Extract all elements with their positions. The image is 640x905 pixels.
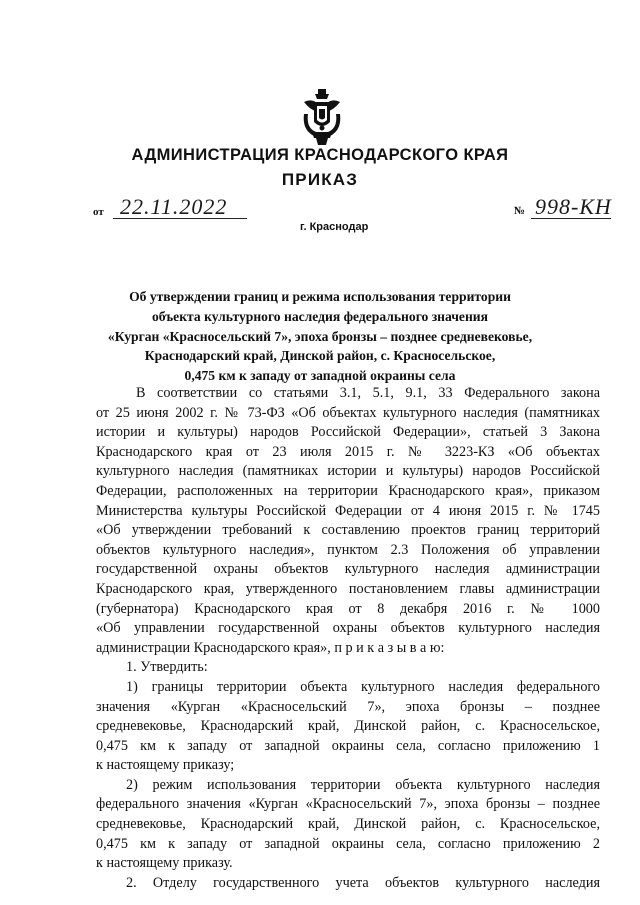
body-line: 1) границы территории объекта культурного наследия федерального [126, 678, 600, 695]
document-body [96, 384, 600, 893]
body-line: (губернатора) Краснодарского края от 8 декабря 2016 г. № 1000 [96, 600, 600, 617]
body-line: Федерации, расположенных на территории Краснодарского края», приказом [96, 482, 600, 499]
title-line: Об утверждении границ и режима использования территории [129, 289, 511, 304]
document-city: г. Краснодар [300, 221, 369, 233]
body-line: В соответствии со статьями 3.1, 5.1, 9.1, 33 Федерального закона [136, 385, 600, 401]
title-line: объекта культурного наследия федерального значения [152, 308, 488, 324]
body-line: «Об утверждении требований к составлению проектов границ территорий [96, 522, 600, 539]
title-line: «Курган «Красносельский 7», эпоха бронзы – позднее средневековье, [107, 328, 533, 344]
number-prefix: № [514, 205, 526, 217]
document-type: ПРИКАЗ [281, 170, 359, 189]
body-line: 2) режим использования территории объекта культурного наследия [126, 776, 600, 793]
body-line: средневековье, Краснодарский край, Динской район, с. Красносельское, [96, 816, 600, 833]
body-line: культурного наследия (памятниках истории и культуры) народов Российской [96, 463, 600, 480]
body-line: средневековье, Краснодарский край, Динской район, с. Красносельское, [96, 718, 600, 735]
body-line: от 25 июня 2002 г. № 73-ФЗ «Об объектах культурного наследия (памятниках [96, 404, 600, 421]
body-line: Министерства культуры Российской Федерации от 4 июня 2015 г. № 1745 [96, 502, 600, 519]
document-number: 998-КН [535, 194, 612, 219]
coat-of-arms-emblem-icon [300, 88, 344, 146]
title-line: Краснодарский край, Динской район, с. Красносельское, [144, 348, 496, 364]
body-line: к настоящему приказу. [96, 855, 233, 872]
body-line: федерального значения «Курган «Красносельский 7», эпоха бронзы – позднее [96, 796, 600, 813]
organization-name: АДМИНИСТРАЦИЯ КРАСНОДАРСКОГО КРАЯ [131, 146, 509, 164]
body-line: 0,475 км к западу от западной окраины села, согласно приложению 2 [96, 835, 600, 852]
body-line: 0,475 км к западу от западной окраины села, согласно приложению 1 [96, 737, 600, 754]
body-line: государственной охраны объектов культурного наследия администрации [96, 561, 600, 578]
document-title [100, 287, 540, 386]
body-line: к настоящему приказу; [96, 757, 235, 774]
body-line: администрации Краснодарского края», п р и к а з ы в а ю: [96, 639, 445, 656]
body-line: истории и культуры) народов Российской Федерации», статьей 3 Закона [96, 424, 600, 441]
body-line: Краснодарского края от 23 июля 2015 г. № 3223-КЗ «Об объектах [96, 443, 600, 460]
body-line: Краснодарского края, утвержденного постановлением главы администрации [96, 580, 600, 597]
title-line: 0,475 км к западу от западной окраины села [184, 368, 456, 384]
date-prefix: от [93, 206, 104, 218]
document-date: 22.11.2022 [120, 194, 228, 219]
body-line: объектов культурного наследия», пунктом 2.3 Положения об управлении [96, 541, 600, 558]
body-line: 2. Отделу государственного учета объектов культурного наследия [126, 874, 600, 891]
body-line: 1. Утвердить: [126, 659, 208, 676]
body-line: значения «Курган «Красносельский 7», эпоха бронзы – позднее [96, 698, 600, 715]
body-line: «Об управлении государственной охраны объектов культурного наследия [96, 620, 600, 637]
